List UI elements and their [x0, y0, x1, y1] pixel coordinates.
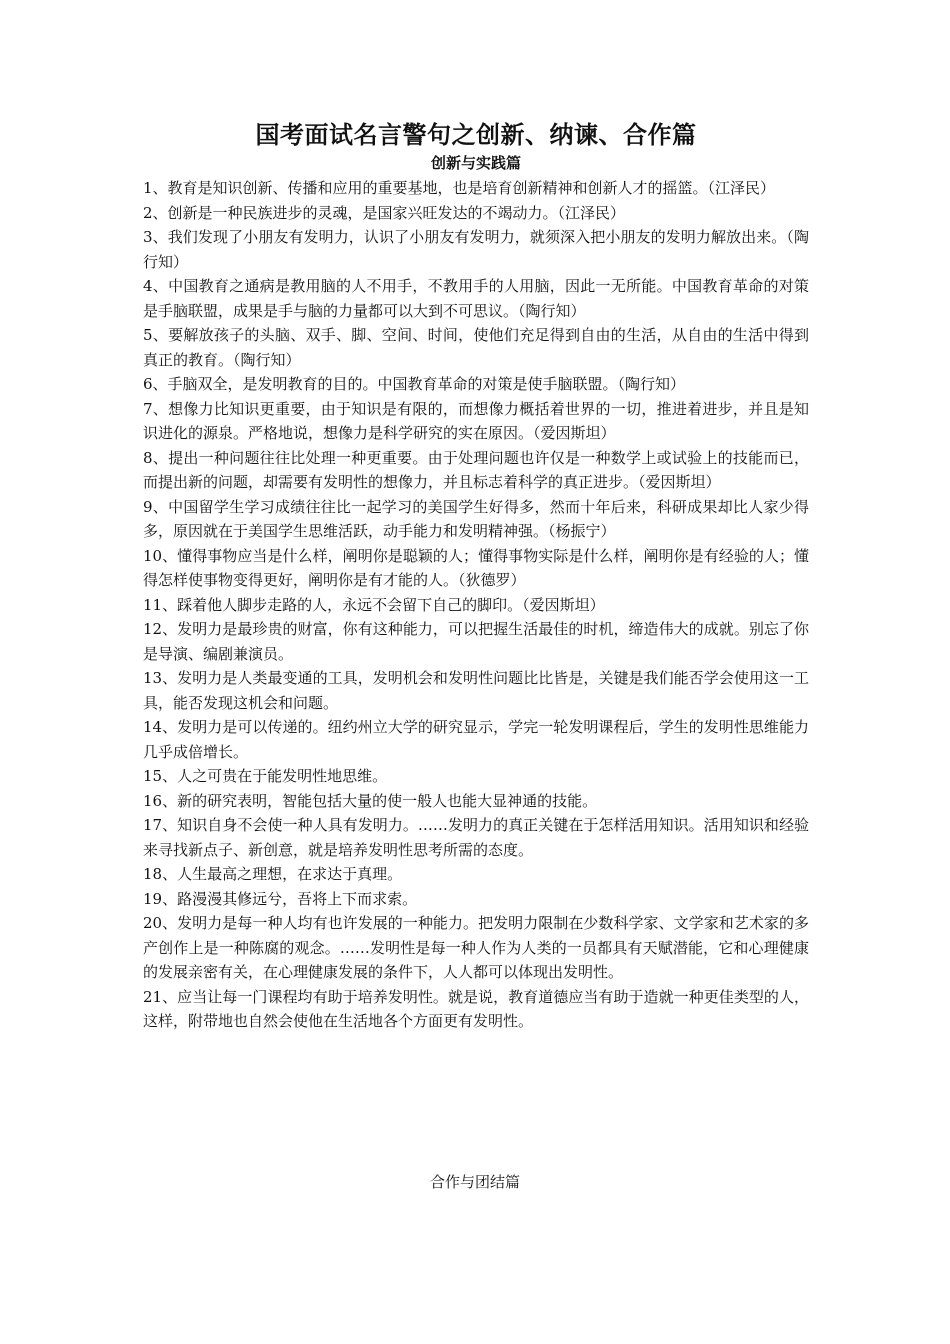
quote-list [143, 176, 809, 1034]
quote-item: 6、手脑双全，是发明教育的目的。中国教育革命的对策是使手脑联盟。（陶行知） [143, 375, 686, 393]
quote-item: 2、创新是一种民族进步的灵魂，是国家兴旺发达的不竭动力。（江泽民） [143, 203, 626, 222]
document-page [143, 118, 809, 1034]
quote-item: 4、中国教育之通病是教用脑的人不用手，不教用手的人用脑，因此一无所能。中国教育革命的对策是手脑联盟，成果是手与脑的力量都可以大到不可思议。（陶行知） [143, 277, 809, 320]
quote-item: 7、想像力比知识更重要，由于知识是有限的，而想像力概括着世界的一切，推进着进步，并且是知识进化的源泉。严格地说，想像力是科学研究的实在原因。（爱因斯坦） [143, 399, 809, 442]
quote-item: 21、应当让每一门课程均有助于培养发明性。就是说，教育道德应当有助于造就一种更佳类型的人，这样，附带地也自然会使他在生活地各个方面更有发明性。 [143, 987, 809, 1030]
quote-item: 11、踩着他人脚步走路的人，永远不会留下自己的脚印。（爱因斯坦） [143, 595, 605, 614]
quote-item: 16、新的研究表明，智能包括大量的使一般人也能大显神通的技能。 [143, 791, 598, 810]
quote-item: 10、懂得事物应当是什么样，阐明你是聪颖的人；懂得事物实际是什么样，阐明你是有经验的人；懂得怎样使事物变得更好，阐明你是有才能的人。（狄德罗） [143, 546, 809, 589]
quote-item: 15、人之可贵在于能发明性地思维。 [143, 767, 388, 785]
quote-item: 20、发明力是每一种人均有也许发展的一种能力。把发明力限制在少数科学家、文学家和艺术家的多产创作上是一种陈腐的观念。……发明性是每一种人作为人类的一员都具有天赋潜能，它和心理健康的发展亲密有关，在心理健康发展的条件下，人人都可以体现出发明性。 [143, 914, 809, 981]
quote-item: 12、发明力是最珍贵的财富，你有这种能力，可以把握生活最佳的时机，缔造伟大的成就。别忘了你是导演、编剧兼演员。 [143, 620, 809, 663]
quote-item: 18、人生最高之理想，在求达于真理。 [143, 865, 403, 883]
section-heading-cooperation: 合作与团结篇 [429, 1173, 520, 1191]
quote-item: 3、我们发现了小朋友有发明力，认识了小朋友有发明力，就须深入把小朋友的发明力解放出来。（陶行知） [143, 228, 809, 271]
quote-item: 9、中国留学生学习成绩往往比一起学习的美国学生好得多，然而十年后来，科研成果却比人家少得多，原因就在于美国学生思维活跃，动手能力和发明精神强。（杨振宁） [143, 497, 809, 540]
quote-item: 13、发明力是人类最变通的工具，发明机会和发明性问题比比皆是，关键是我们能否学会使用这一工具，能否发现这机会和问题。 [143, 669, 809, 712]
quote-item: 1、教育是知识创新、传播和应用的重要基地，也是培育创新精神和创新人才的摇篮。（江泽民） [143, 179, 776, 197]
quote-item: 8、提出一种问题往往比处理一种更重要。由于处理问题也许仅是一种数学上或试验上的技能而已，而提出新的问题，却需要有发明性的想像力，并且标志着科学的真正进步。（爱因斯坦） [143, 448, 809, 491]
document-title: 国考面试名言警句之创新、纳谏、合作篇 [255, 120, 697, 149]
quote-item: 19、路漫漫其修远兮，吾将上下而求索。 [143, 889, 418, 908]
section-heading-innovation: 创新与实践篇 [430, 154, 521, 172]
quote-item: 14、发明力是可以传递的。纽约州立大学的研究显示，学完一轮发明课程后，学生的发明性思维能力几乎成倍增长。 [143, 718, 809, 761]
quote-item: 17、知识自身不会使一种人具有发明力。……发明力的真正关键在于怎样活用知识。活用知识和经验来寻找新点子、新创意，就是培养发明性思考所需的态度。 [143, 816, 809, 859]
quote-item: 5、要解放孩子的头脑、双手、脚、空间、时间，使他们充足得到自由的生活，从自由的生活中得到真正的教育。（陶行知） [143, 326, 809, 369]
